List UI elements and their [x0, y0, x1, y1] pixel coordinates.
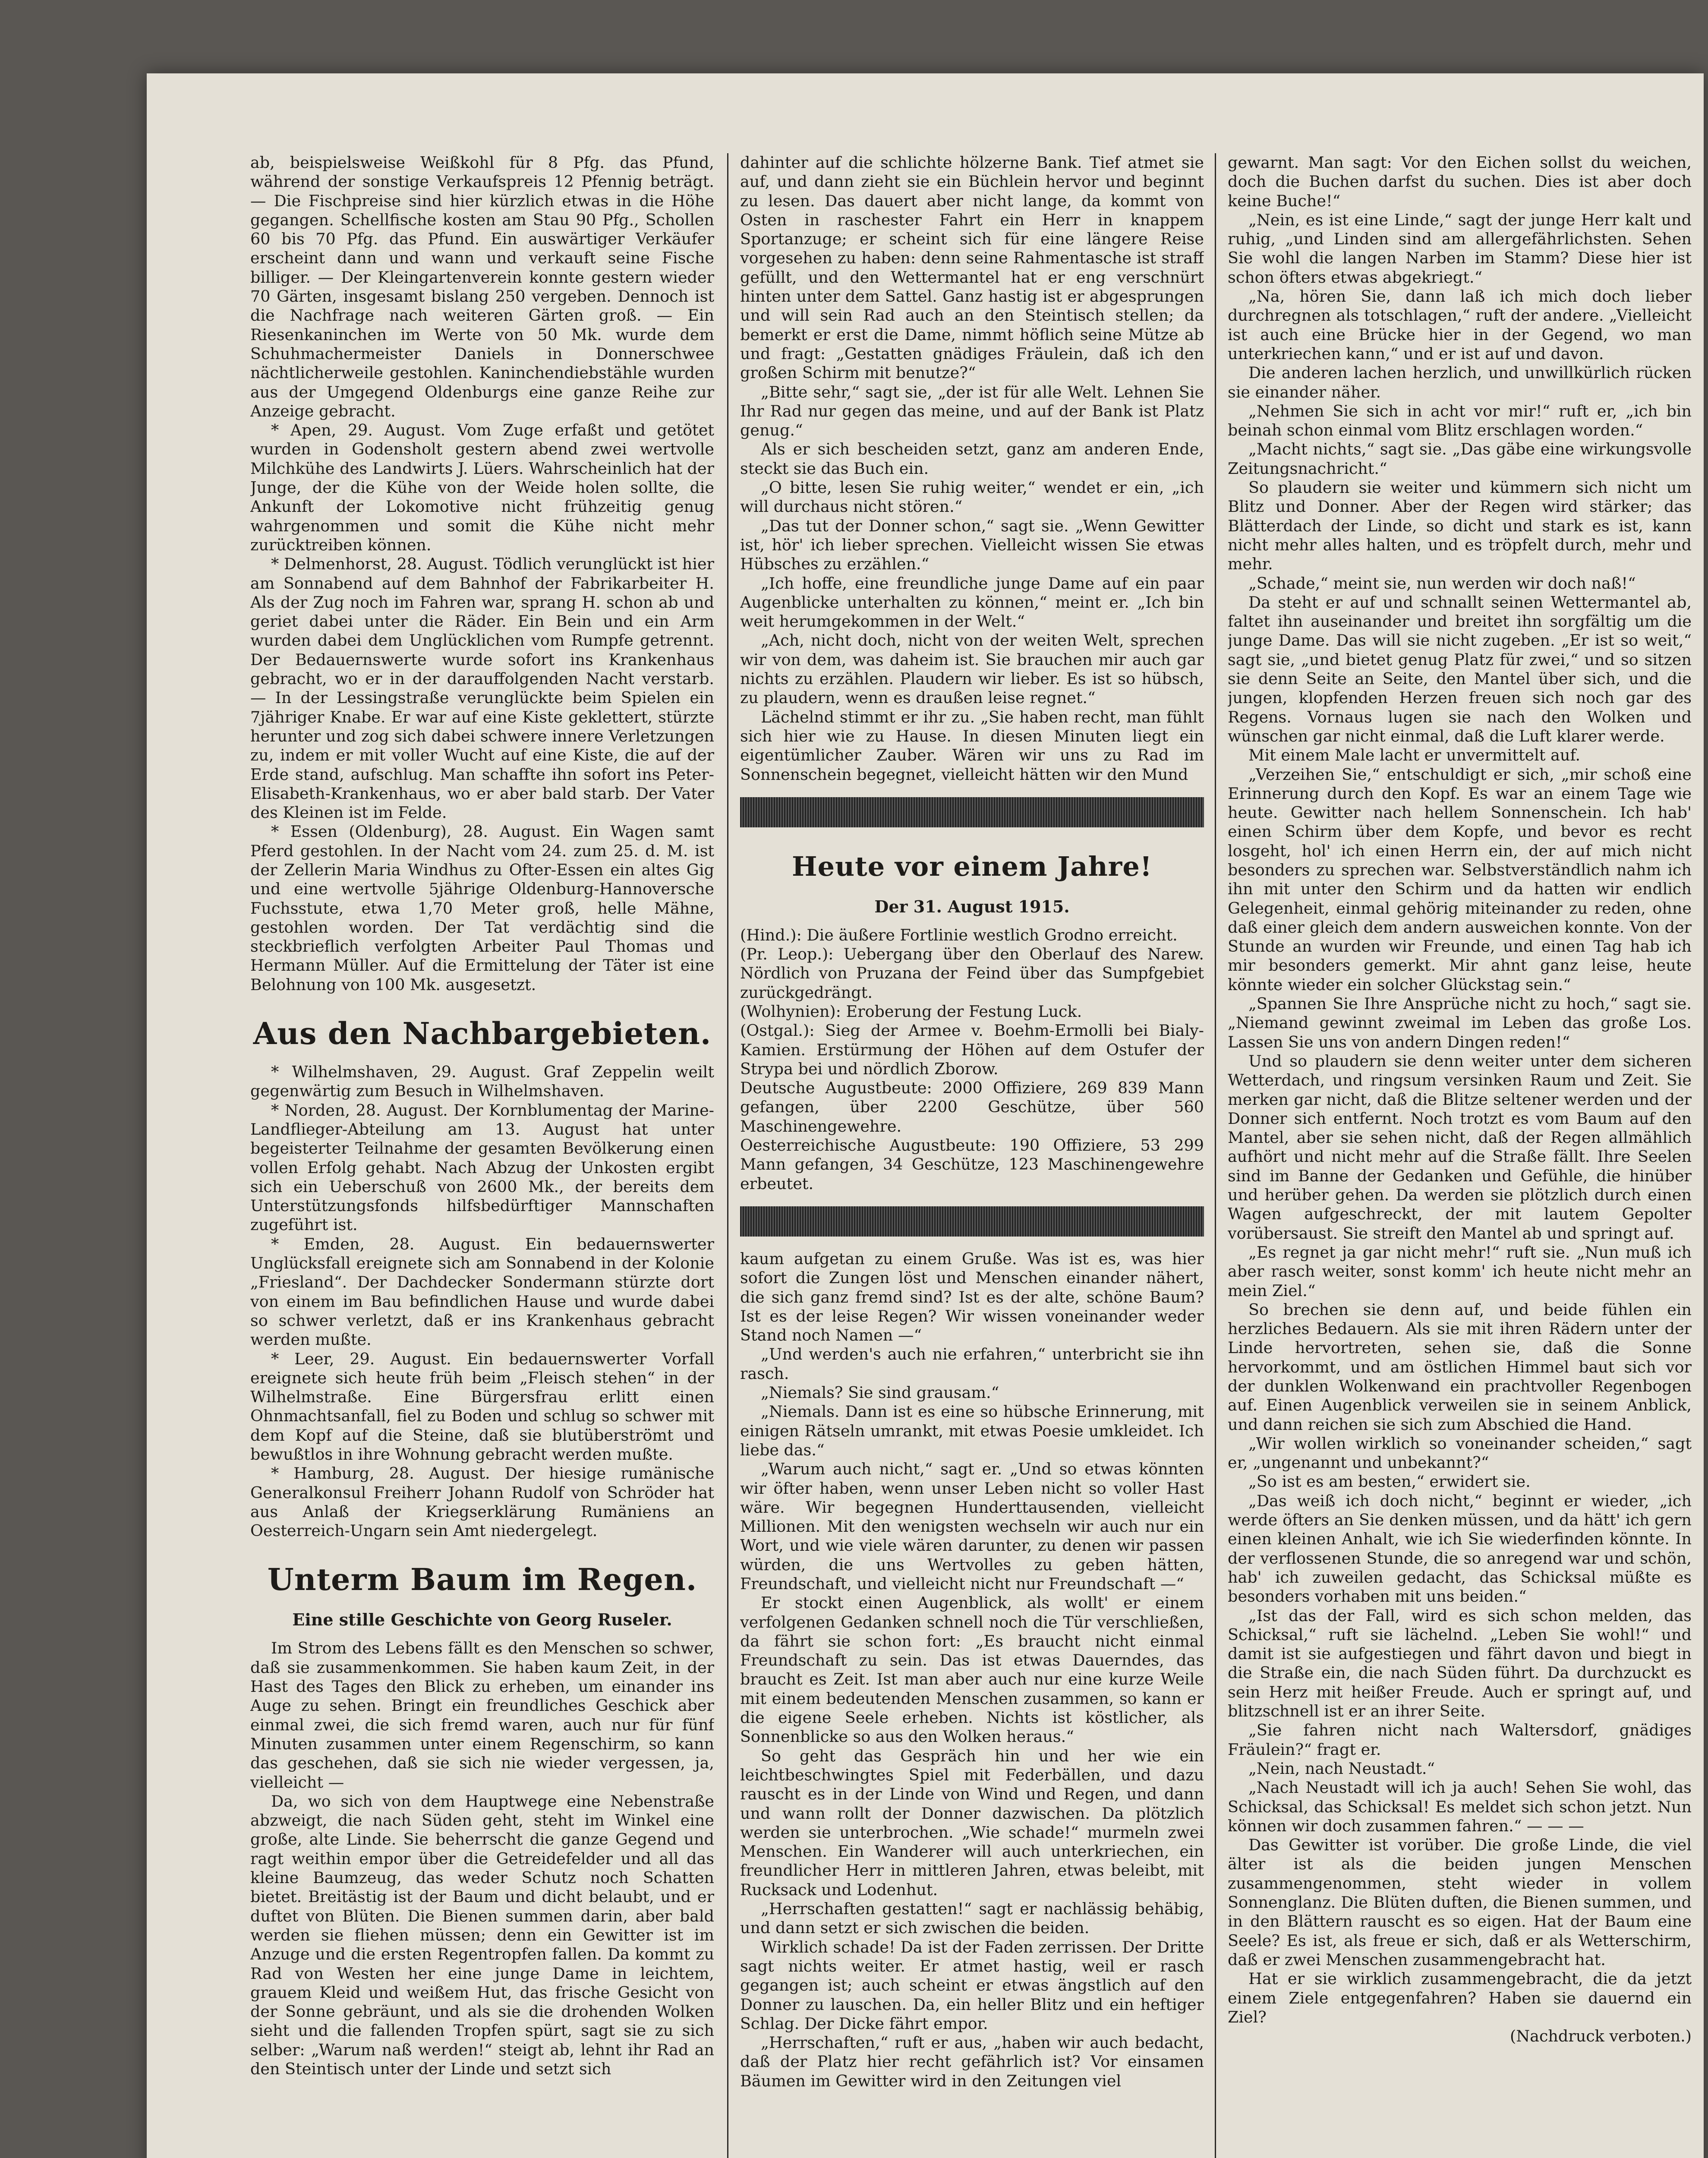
- story-byline: Eine stille Geschichte von Georg Ruseler.: [292, 1610, 672, 1630]
- story-paragraph: So brechen sie denn auf, und beide fühlen ein herzliches Bedauern. Als sie mit ihren Rädern unter der Linde hervortreten, sehen sie, daß die Sonne hervorkommt, und am östlichen Himmel baut sich vor der dunklen Wolkenwand ein prachtvoller Regenbogen auf. Einen Augenblick verweilen sie in seinem Anblick, und dann reichen sie sich zum Abschied die Hand.: [1228, 1300, 1692, 1434]
- story-paragraph: „Warum auch nicht,“ sagt er. „Und so etwas könnten wir öfter haben, wenn unser Leben nicht so voller Hast wäre. Wir begegnen Hunderttausenden, vielleicht Millionen. Mit den wenigsten wechseln wir auch nur ein Wort, und wie viele wären darunter, zu denen wir passen würden, die uns Wertvolles zu geben hätten, Freundschaft, und vielleicht nicht nur Freundschaft —“: [740, 1460, 1204, 1593]
- decorative-bar: [740, 1206, 1204, 1237]
- story-paragraph: dahinter auf die schlichte hölzerne Bank. Tief atmet sie auf, und dann zieht sie ein Büchlein hervor und beginnt zu lesen. Das dauert aber nicht lange, da kommt von Osten in raschester Fahrt ein Herr in knappem Sportanzuge; er scheint sich für eine längere Reise vorgesehen zu haben: denn seine Rahmentasche ist straff gefüllt, und den Wettermantel hat er eng verschnürt hinten unter dem Sattel. Ganz hastig ist er abgesprungen und will sein Rad auch an den Steintisch stellen; da bemerkt er erst die Dame, nimmt höflich seine Mütze ab und fragt: „Gestatten gnädiges Fräulein, daß ich den großen Schirm mit benutze?“: [740, 153, 1204, 382]
- story-paragraph: „Herrschaften gestatten!“ sagt er nachlässig behäbig, und dann setzt er sich zwischen die beiden.: [740, 1899, 1204, 1937]
- story-paragraph: Da steht er auf und schnallt seinen Wettermantel ab, faltet ihn auseinander und breitet ihn sorgfältig um die junge Dame. Das will sie nicht zugeben. „Er ist so weit,“ sagt sie, „und bietet genug Platz für zwei,“ und so sitzen sie denn Seite an Seite, den Mantel über sich, und die jungen, klopfenden Herzen freuen sich noch gar des Regens. Vornaus lugen sie nach den Wolken und wünschen gar nicht einmal, daß die Luft klarer werde.: [1228, 593, 1692, 745]
- story-paragraph: „Es regnet ja gar nicht mehr!“ ruft sie. „Nun muß ich aber rasch weiter, sonst komm' ich heute nicht mehr an mein Ziel.“: [1228, 1243, 1692, 1300]
- story-paragraph: Lächelnd stimmt er ihr zu. „Sie haben recht, man fühlt sich hier wie zu Hause. In diesen Minuten liegt ein eigentümlicher Zauber. Wären wir uns zu Rad im Sonnenschein begegnet, vielleicht hätten wir den Mund: [740, 707, 1204, 784]
- story-paragraph: „Schade,“ meint sie, nun werden wir doch naß!“: [1248, 574, 1636, 593]
- story-paragraph: Im Strom des Lebens fällt es den Menschen so schwer, daß sie zusammenkommen. Sie haben kaum Zeit, in der Hast des Tages den Blick zu erheben, um einander ins Auge zu sehen. Bringt ein freundliches Geschick aber einmal zwei, die sich fremd waren, auch nur für fünf Minuten zusammen unter einem Regenschirm, so kann das geschehen, daß sie sich nie wieder vergessen, ja, vielleicht —: [250, 1639, 714, 1792]
- story-paragraph: „Nein, nach Neustadt.“: [1248, 1759, 1435, 1778]
- story-paragraph: „Bitte sehr,“ sagt sie, „der ist für alle Welt. Lehnen Sie Ihr Rad nur gegen das meine, und auf der Bank ist Platz genug.“: [740, 382, 1204, 440]
- war-event: (Ostgal.): Sieg der Armee v. Boehm-Ermolli bei Bialy-Kamien. Erstürmung der Höhen auf dem Ostufer der Strypa bei und nördlich Zborow.: [740, 1021, 1204, 1078]
- column-1: [250, 153, 714, 2158]
- anniversary-heading: Heute vor einem Jahre!: [791, 850, 1153, 882]
- story-paragraph: So plaudern sie weiter und kümmern sich nicht um Blitz und Donner. Aber der Regen wird stärker; das Blätterdach der Linde, so dicht und stark es ist, kann nicht mehr alles halten, und es tröpfelt durch, mehr und mehr.: [1228, 478, 1692, 574]
- column-rule: [1215, 153, 1216, 2158]
- column-rule: [727, 153, 728, 2158]
- news-item-essen: * Essen (Oldenburg), 28. August. Ein Wagen samt Pferd gestohlen. In der Nacht vom 24. zum 25. d. M. ist der Zellerin Maria Windhus zu Ofter-Essen ein altes Gig und eine wertvolle 5jährige Oldenburg-Hannoversche Fuchsstute, etwa 1,70 Meter groß, helle Mähne, gestohlen worden. Der Tat verdächtig sind die steckbrieflich verfolgten Arbeiter Paul Thomas und Hermann Müller. Auf die Ermittelung der Täter ist eine Belohnung von 100 Mk. ausgesetzt.: [250, 822, 714, 994]
- war-event: (Wolhynien): Eroberung der Festung Luck.: [740, 1002, 1082, 1021]
- decorative-bar: [740, 797, 1204, 827]
- story-paragraph: Wirklich schade! Da ist der Faden zerrissen. Der Dritte sagt nichts weiter. Er atmet hastig, weil er rasch gegangen ist; auch scheint er etwas ängstlich auf den Donner zu lauschen. Da, ein heller Blitz und ein heftiger Schlag. Der Dicke fährt empor.: [740, 1937, 1204, 2033]
- story-paragraph: „Macht nichts,“ sagt sie. „Das gäbe eine wirkungsvolle Zeitungsnachricht.“: [1228, 440, 1692, 478]
- news-item-delmenhorst: * Delmenhorst, 28. August. Tödlich verunglückt ist hier am Sonnabend auf dem Bahnhof der Fabrikarbeiter H. Als der Zug noch im Fahren war, sprang H. schon ab und geriet dabei unter die Räder. Ein Bein und ein Arm wurden dabei dem Unglücklichen vom Rumpfe getrennt. Der Bedauernswerte wurde sofort ins Krankenhaus gebracht, wo er in der darauffolgenden Nacht verstarb. — In der Lessingstraße verunglückte beim Spielen ein 7jähriger Knabe. Er war auf eine Kiste geklettert, stürzte herunter und zog sich dabei schwere innere Verletzungen zu, indem er mit voller Wucht auf eine Kiste, die auf der Erde stand, aufschlug. Man schaffte ihn sofort ins Peter-Elisabeth-Krankenhaus, wo er aber bald starb. Der Vater des Kleinen ist im Felde.: [250, 555, 714, 822]
- story-paragraph: gewarnt. Man sagt: Vor den Eichen sollst du weichen, doch die Buchen darfst du suchen. Dies ist aber doch keine Buche!“: [1228, 153, 1692, 210]
- news-item-apen: * Apen, 29. August. Vom Zuge erfaßt und getötet wurden in Godensholt gestern abend zwei wertvolle Milchkühe des Landwirts J. Lüers. Wahrscheinlich hat der Junge, der die Kühe von der Weide holen sollte, die Ankunft der Lokomotive nicht frühzeitig genug wahrgenommen und somit die Kühe nicht mehr zurücktreiben können.: [250, 421, 714, 554]
- story-paragraph: „Niemals. Dann ist es eine so hübsche Erinnerung, mit einigen Rätseln umrankt, mit etwas Poesie umkleidet. Ich liebe das.“: [740, 1402, 1204, 1459]
- story-paragraph: So geht das Gespräch hin und her wie ein leichtbeschwingtes Spiel mit Federbällen, und dazu rauscht es in der Linde von Wind und Regen, und dann und wann rollt der Donner dazwischen. Da plötzlich werden sie unterbrochen. „Wie schade!“ murmeln zwei Menschen. Ein Wanderer will auch unterkriechen, ein freundlicher Herr in mittleren Jahren, etwas beleibt, mit Rucksack und Lodenhut.: [740, 1746, 1204, 1899]
- story-paragraph: Die anderen lachen herzlich, und unwillkürlich rücken sie einander näher.: [1228, 363, 1692, 401]
- war-event: Deutsche Augustbeute: 2000 Offiziere, 269 839 Mann gefangen, über 2200 Geschütze, über 560 Maschinengewehre.: [740, 1079, 1204, 1136]
- story-paragraph: „Spannen Sie Ihre Ansprüche nicht zu hoch,“ sagt sie. „Niemand gewinnt zweimal im Leben das große Los. Lassen Sie uns von andern Dingen reden!“: [1228, 994, 1692, 1051]
- story-paragraph: kaum aufgetan zu einem Gruße. Was ist es, was hier sofort die Zungen löst und Menschen einander nähert, die sich ganz fremd sind? Ist es der alte, schöne Baum? Ist es der leise Regen? Wir wissen voneinander weder Stand noch Namen —“: [740, 1249, 1204, 1345]
- story-paragraph: „Ich hoffe, eine freundliche junge Dame auf ein paar Augenblicke unterhalten zu können,“ meint er. „Ich bin weit herumgekommen in der Welt.“: [740, 574, 1204, 631]
- newspaper-page: [250, 153, 1692, 2158]
- news-item-leer: * Leer, 29. August. Ein bedauernswerter Vorfall ereignete sich heute früh beim „Fleisch stehen“ in der Wilhelmstraße. Eine Bürgersfrau erlitt einen Ohnmachtsanfall, fiel zu Boden und schlug so schwer mit dem Kopf auf die Steine, daß sie blutüberströmt und bewußtlos in ihre Wohnung gebracht werden mußte.: [250, 1349, 714, 1464]
- section-heading-neighbouring-areas: Aus den Nachbargebieten.: [253, 1016, 712, 1052]
- story-paragraph: „So ist es am besten,“ erwidert sie.: [1248, 1472, 1531, 1491]
- column-2: [740, 153, 1204, 2158]
- war-event: (Hind.): Die äußere Fortlinie westlich Grodno erreicht.: [740, 925, 1178, 944]
- story-paragraph: Er stockt einen Augenblick, als wollt' er einem verfolgenen Gedanken schnell noch die Tür verschließen, da fährt sie schon fort: „Es braucht nicht einmal Freundschaft zu sein. Das ist etwas Dauerndes, das braucht es Zeit. Ist man aber auch nur eine kurze Weile mit einem bedeutenden Menschen zusammen, so kann er die eigene Seele erheben. Nichts ist köstlicher, als Sonnenblicke so aus den Wolken heraus.“: [740, 1593, 1204, 1746]
- story-paragraph: „Ist das der Fall, wird es sich schon melden, das Schicksal,“ ruft sie lächelnd. „Leben Sie wohl!“ und damit ist sie aufgestiegen und fährt davon und biegt in die Straße ein, die nach Süden führt. Da durchzuckt es sein Herz mit heißer Freude. Auch er springt auf, und blitzschnell ist er an ihrer Seite.: [1228, 1606, 1692, 1721]
- story-paragraph: Als er sich bescheiden setzt, ganz am anderen Ende, steckt sie das Buch ein.: [740, 440, 1204, 478]
- story-paragraph: „Nein, es ist eine Linde,“ sagt der junge Herr kalt und ruhig, „und Linden sind am allergefährlichsten. Sehen Sie wohl die langen Narben im Stamm? Diese hier ist schon öfters etwas abgekriegt.“: [1228, 210, 1692, 287]
- news-item-hamburg: * Hamburg, 28. August. Der hiesige rumänische Generalkonsul Freiherr Johann Rudolf von Schröder hat aus Anlaß der Kriegserklärung Rumäniens an Oesterreich-Ungarn sein Amt niedergelegt.: [250, 1464, 714, 1540]
- story-paragraph: „Und werden's auch nie erfahren,“ unterbricht sie ihn rasch.: [740, 1345, 1204, 1383]
- story-paragraph: „Ach, nicht doch, nicht von der weiten Welt, sprechen wir von dem, was daheim ist. Sie brauchen mir auch gar nichts zu erzählen. Plaudern wir lieber. Es ist so hübsch, zu plaudern, wenn es draußen leise regnet.“: [740, 631, 1204, 707]
- story-paragraph: „Sie fahren nicht nach Waltersdorf, gnädiges Fräulein?“ fragt er.: [1228, 1721, 1692, 1759]
- story-paragraph: Da, wo sich von dem Hauptwege eine Nebenstraße abzweigt, die nach Süden geht, steht im Winkel eine große, alte Linde. Sie beherrscht die ganze Gegend und ragt weithin empor über die Getreidefelder und all das kleine Baumzeug, das weder Schutz noch Schatten bietet. Breitästig ist der Baum und dicht belaubt, und er duftet von Blüten. Die Bienen summen darin, aber bald werden sie fliehen müssen; denn ein Gewitter ist im Anzuge und die ersten Regentropfen fallen. Da kommt zu Rad von Westen her eine junge Dame in leichtem, grauem Kleid und weißem Hut, das frische Gesicht von der Sonne gebräunt, und als sie die drohenden Wolken sieht und die fallenden Tropfen spürt, sagt sie zu sich selber: „Warum naß werden!“ steigt ab, lehnt ihr Rad an den Steintisch unter der Linde und setzt sich: [250, 1792, 714, 2079]
- story-paragraph: „Nehmen Sie sich in acht vor mir!“ ruft er, „ich bin beinah schon einmal vom Blitz erschlagen worden.“: [1228, 401, 1692, 440]
- news-item-norden: * Norden, 28. August. Der Kornblumentag der Marine-Landflieger-Abteilung am 13. August hat unter begeisterter Teilnahme der gesamten Bevölkerung einen vollen Erfolg gehabt. Nach Abzug der Unkosten ergibt sich ein Ueberschuß von 2600 Mk., der bereits dem Unterstützungsfonds hilfsbedürftiger Mannschaften zugeführt ist.: [250, 1101, 714, 1234]
- column-3: [1228, 153, 1692, 2158]
- war-event: Oesterreichische Augustbeute: 190 Offiziere, 53 299 Mann gefangen, 34 Geschütze, 123 Maschinengewehre erbeutet.: [740, 1136, 1204, 1193]
- story-paragraph: „Verzeihen Sie,“ entschuldigt er sich, „mir schoß eine Erinnerung durch den Kopf. Es war an einem Tage wie heute. Gewitter nach hellem Sonnenschein. Ich hab' einen Schirm über dem Kopfe, und bevor es recht losgeht, hol' ich einen Herrn ein, der auf mich nicht besonders zu sprechen war. Selbstverständlich nahm ich ihn mit unter den Schirm und da hatten wir endlich Gelegenheit, einmal gehörig miteinander zu reden, ohne daß einer gleich dem andern ausweichen konnte. Von der Stunde an wurden wir Freunde, und einen Tag hab ich mir besonders gemerkt. Mir ahnt ganz leise, heute könnte wieder ein solcher Glückstag sein.“: [1228, 765, 1692, 994]
- story-paragraph: „Das tut der Donner schon,“ sagt sie. „Wenn Gewitter ist, hör' ich lieber sprechen. Vielleicht wissen Sie etwas Hübsches zu erzählen.“: [740, 516, 1204, 574]
- story-paragraph: „Nach Neustadt will ich ja auch! Sehen Sie wohl, das Schicksal, das Schicksal! Es meldet sich schon jetzt. Nun können wir doch zusammen fahren.“ — — —: [1228, 1778, 1692, 1835]
- story-paragraph: „O bitte, lesen Sie ruhig weiter,“ wendet er ein, „ich will durchaus nicht stören.“: [740, 478, 1204, 516]
- story-paragraph: „Herrschaften,“ ruft er aus, „haben wir auch bedacht, daß der Platz hier recht gefährlich ist? Vor einsamen Bäumen im Gewitter wird in den Zeitungen viel: [740, 2033, 1204, 2090]
- story-paragraph: „Na, hören Sie, dann laß ich mich doch lieber durchregnen als totschlagen,“ ruft der andere. „Vielleicht ist auch eine Brücke hier in der Gegend, wo man unterkriechen kann,“ und er ist auf und davon.: [1228, 287, 1692, 363]
- story-paragraph: „Wir wollen wirklich so voneinander scheiden,“ sagt er, „ungenannt und unbekannt?“: [1228, 1434, 1692, 1472]
- local-news-paragraph: ab, beispielsweise Weißkohl für 8 Pfg. das Pfund, während der sonstige Verkaufspreis 12 Pfennig beträgt. — Die Fischpreise sind hier kürzlich etwas in die Höhe gegangen. Schellfische kosten am Stau 90 Pfg., Schollen 60 bis 70 Pfg. das Pfund. Ein auswärtiger Verkäufer erscheint dann und wann und verkauft seine Fische billiger. — Der Kleingartenverein konnte gestern wieder 70 Gärten, insgesamt bislang 250 vergeben. Dennoch ist die Nachfrage nach weiteren Gärten groß. — Ein Riesenkaninchen im Werte von 50 Mk. wurde dem Schuhmachermeister Daniels in Donnerschwee nächtlicherweile gestohlen. Kaninchendiebstähle wurden aus der Umgegend Oldenburgs eine ganze Reihe zur Anzeige gebracht.: [250, 153, 714, 420]
- news-item-wilhelmshaven: * Wilhelmshaven, 29. August. Graf Zeppelin weilt gegenwärtig zum Besuch in Wilhelmshaven.: [250, 1063, 714, 1101]
- story-paragraph: Hat er sie wirklich zusammengebracht, die da jetzt einem Ziele entgegenfahren? Haben sie dauernd ein Ziel?: [1228, 1969, 1692, 2026]
- story-paragraph: „Niemals? Sie sind grausam.“: [761, 1383, 999, 1402]
- story-paragraph: Und so plaudern sie denn weiter unter dem sicheren Wetterdach, und ringsum versinken Raum und Zeit. Sie merken gar nicht, daß die Blitze seltener werden und der Donner sich entfernt. Noch trotzt es vom Baum auf den Mantel, aber sie sehen nicht, daß der Regen allmählich aufhört und nicht mehr auf die Straße fällt. Ihre Seelen sind im Banne der Gedanken und Gefühle, die hinüber und herüber gehen. Da werden sie plötzlich durch einen Wagen aufgeschreckt, der mit lautem Gepolter vorübersaust. Sie streift den Mantel ab und springt auf.: [1228, 1051, 1692, 1243]
- war-event: (Pr. Leop.): Uebergang über den Oberlauf des Narew. Nördlich von Pruzana der Feind über das Sumpfgebiet zurückgedrängt.: [740, 945, 1204, 1002]
- anniversary-date: Der 31. August 1915.: [874, 896, 1070, 916]
- news-item-emden: * Emden, 28. August. Ein bedauernswerter Unglücksfall ereignete sich am Sonnabend in der Kolonie „Friesland“. Der Dachdecker Sondermann stürzte dort von einem im Bau befindlichen Hause und wurde dabei so schwer verletzt, daß er ins Krankenhaus gebracht werden mußte.: [250, 1234, 714, 1349]
- story-paragraph: „Das weiß ich doch nicht,“ beginnt er wieder, „ich werde öfters an Sie denken müssen, und da hätt' ich gern einen kleinen Anhalt, wie ich Sie wiederfinden könnte. In der verflossenen Stunde, die so anregend war und schön, hab' ich zuweilen gedacht, das Schicksal müßte es besonders vorhaben mit uns beiden.“: [1228, 1491, 1692, 1606]
- story-paragraph: Mit einem Male lacht er unvermittelt auf.: [1248, 746, 1581, 765]
- story-title: Unterm Baum im Regen.: [267, 1562, 697, 1598]
- reprint-notice: (Nachdruck verboten.): [1510, 2027, 1692, 2046]
- story-paragraph: Das Gewitter ist vorüber. Die große Linde, die viel älter ist als die beiden jungen Menschen zusammengenommen, steht wieder in vollem Sonnenglanz. Die Blüten duften, die Bienen summen, und in den Blättern rauscht es so eigen. Hat der Baum eine Seele? Es ist, als freue er sich, daß er als Wetterschirm, daß er zwei Menschen zusammengebracht hat.: [1228, 1836, 1692, 1969]
